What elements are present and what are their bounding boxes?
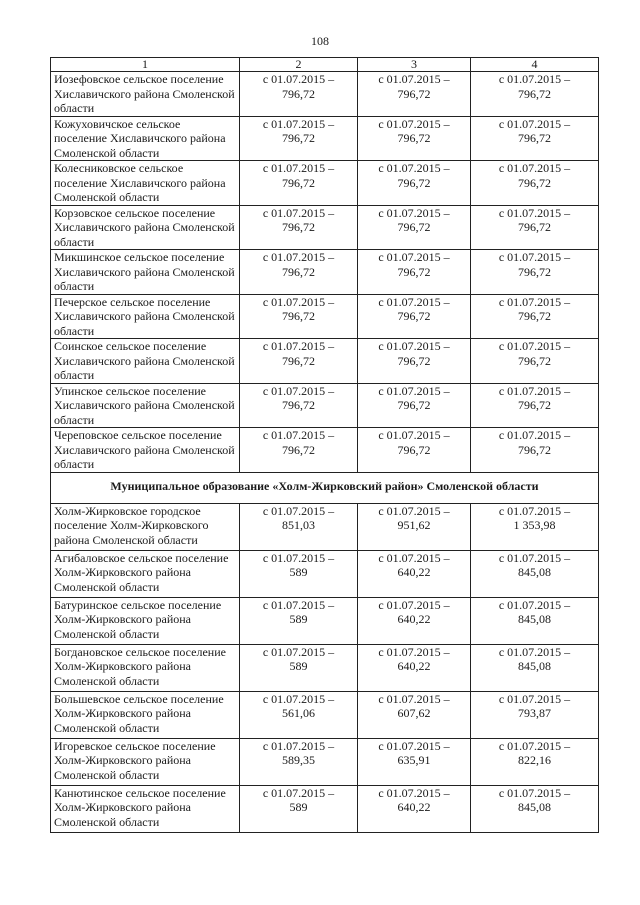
- section-row: [51, 472, 599, 503]
- rate-cell-c4: [471, 785, 599, 832]
- rate-date: с 01.07.2015 –: [262, 644, 335, 659]
- rate-value: 561,06: [282, 706, 315, 720]
- rate-date: с 01.07.2015 –: [498, 597, 571, 612]
- rate-date: с 01.07.2015 –: [378, 503, 450, 518]
- column-number-row: [51, 58, 599, 72]
- page-number: 108: [311, 34, 329, 48]
- table-row: [51, 428, 599, 473]
- table-row: [51, 250, 599, 295]
- rate-cell-c3: [358, 550, 471, 597]
- rate-value: 793,87: [518, 706, 551, 720]
- rate-date: с 01.07.2015 –: [498, 691, 571, 706]
- rate-date: с 01.07.2015 –: [378, 550, 450, 565]
- rate-date: с 01.07.2015 –: [378, 644, 450, 659]
- rate-date: с 01.07.2015 –: [262, 597, 335, 612]
- rate-cell-c4: [471, 738, 599, 785]
- table-row: [51, 72, 599, 117]
- rate-cell-c3: [358, 339, 471, 384]
- rate-cell-c3: [358, 161, 471, 206]
- rate-value: 796,72: [282, 131, 315, 145]
- rate-value: 845,08: [518, 800, 551, 814]
- column-header-2: 2: [240, 58, 358, 72]
- rate-date: с 01.07.2015 –: [498, 550, 571, 565]
- rate-cell-c3: [358, 205, 471, 250]
- table-row: [51, 161, 599, 206]
- rate-value: 796,72: [397, 86, 431, 101]
- rate-value: 640,22: [397, 565, 431, 579]
- rate-cell-c2: [240, 503, 358, 550]
- rate-cell-c2: [240, 428, 358, 473]
- rate-cell-c2: [240, 691, 358, 738]
- rate-cell-c4: [471, 250, 599, 295]
- rate-date: с 01.07.2015 –: [262, 339, 335, 353]
- rate-date: с 01.07.2015 –: [498, 294, 571, 309]
- settlement-name: Канютинское сельское поселение Холм-Жирковского района Смоленской области: [51, 785, 240, 832]
- rate-value: 640,22: [397, 612, 431, 626]
- column-header-1: 1: [51, 58, 240, 72]
- rate-value: 796,72: [518, 442, 551, 457]
- rate-value: 796,72: [518, 309, 551, 323]
- rate-value: 796,72: [518, 131, 551, 145]
- settlement-name: Агибаловское сельское поселение Холм-Жирковского района Смоленской области: [51, 550, 240, 597]
- rate-date: с 01.07.2015 –: [378, 72, 450, 86]
- rate-cell-c2: [240, 738, 358, 785]
- rate-date: с 01.07.2015 –: [378, 428, 450, 442]
- rate-value: 796,72: [282, 398, 315, 412]
- rate-date: с 01.07.2015 –: [262, 428, 335, 442]
- rate-value: 796,72: [397, 309, 431, 323]
- rate-date: с 01.07.2015 –: [262, 738, 335, 753]
- rate-value: 589: [289, 565, 308, 579]
- rate-value: 796,72: [282, 264, 315, 279]
- rate-cell-c2: [240, 205, 358, 250]
- settlement-name: Соинское сельское поселение Хиславичского района Смоленской области: [51, 339, 240, 384]
- rate-value: 822,16: [518, 753, 551, 767]
- rate-date: с 01.07.2015 –: [262, 503, 335, 518]
- rate-cell-c2: [240, 339, 358, 384]
- rate-date: с 01.07.2015 –: [262, 205, 335, 220]
- rate-value: 796,72: [397, 264, 431, 279]
- tariff-table: [50, 57, 599, 833]
- rate-value: 796,72: [282, 220, 315, 234]
- table-row: [51, 116, 599, 161]
- rate-date: с 01.07.2015 –: [378, 339, 450, 353]
- table-row: [51, 550, 599, 597]
- rate-date: с 01.07.2015 –: [498, 339, 571, 353]
- table-row: [51, 691, 599, 738]
- rate-date: с 01.07.2015 –: [262, 161, 335, 175]
- rate-cell-c3: [358, 116, 471, 161]
- rate-date: с 01.07.2015 –: [262, 785, 335, 800]
- rate-value: 796,72: [518, 220, 551, 234]
- rate-value: 796,72: [518, 353, 551, 368]
- rate-cell-c2: [240, 72, 358, 117]
- rate-cell-c4: [471, 503, 599, 550]
- rate-cell-c3: [358, 294, 471, 339]
- rate-value: 796,72: [518, 86, 551, 101]
- rate-cell-c4: [471, 550, 599, 597]
- settlement-name: Череповское сельское поселение Хиславичского района Смоленской области: [51, 428, 240, 473]
- rate-cell-c3: [358, 597, 471, 644]
- settlement-name: Печерское сельское поселение Хиславичского района Смоленской области: [51, 294, 240, 339]
- table-row: [51, 503, 599, 550]
- rate-date: с 01.07.2015 –: [262, 250, 335, 264]
- rate-cell-c2: [240, 294, 358, 339]
- rate-value: 796,72: [518, 175, 551, 190]
- table-row: [51, 205, 599, 250]
- rate-date: с 01.07.2015 –: [498, 383, 571, 398]
- rate-value: 851,03: [282, 518, 315, 532]
- table-row: [51, 738, 599, 785]
- rate-value: 796,72: [282, 309, 315, 323]
- rate-value: 796,72: [397, 398, 431, 412]
- rate-date: с 01.07.2015 –: [498, 503, 571, 518]
- rate-value: 796,72: [518, 398, 551, 412]
- rate-value: 796,72: [282, 442, 315, 457]
- rate-date: с 01.07.2015 –: [378, 597, 450, 612]
- table-row: [51, 597, 599, 644]
- settlement-name: Иозефовское сельское поселение Хиславичского района Смоленской области: [51, 72, 240, 117]
- column-header-3: 3: [358, 58, 471, 72]
- rate-date: с 01.07.2015 –: [498, 738, 571, 753]
- rate-cell-c2: [240, 597, 358, 644]
- rate-cell-c3: [358, 383, 471, 428]
- rate-date: с 01.07.2015 –: [378, 383, 450, 398]
- rate-date: с 01.07.2015 –: [262, 72, 335, 86]
- rate-value: 796,72: [397, 442, 431, 457]
- rate-date: с 01.07.2015 –: [498, 72, 571, 86]
- settlement-name: Упинское сельское поселение Хиславичского района Смоленской области: [51, 383, 240, 428]
- rate-value: 589: [289, 659, 308, 673]
- rate-date: с 01.07.2015 –: [378, 116, 450, 131]
- settlement-name: Микшинское сельское поселение Хиславичского района Смоленской области: [51, 250, 240, 295]
- settlement-name: Игоревское сельское поселение Холм-Жирковского района Смоленской области: [51, 738, 240, 785]
- settlement-name: Большевское сельское поселение Холм-Жирковского района Смоленской области: [51, 691, 240, 738]
- rate-cell-c4: [471, 644, 599, 691]
- rate-date: с 01.07.2015 –: [378, 738, 450, 753]
- settlement-name: Колесниковское сельское поселение Хиславичского района Смоленской области: [51, 161, 240, 206]
- rate-cell-c2: [240, 116, 358, 161]
- rate-date: с 01.07.2015 –: [262, 383, 335, 398]
- settlement-name: Холм-Жирковское городское поселение Холм-Жирковского района Смоленской области: [51, 503, 240, 550]
- settlement-name: Кожуховичское сельское поселение Хиславичского района Смоленской области: [51, 116, 240, 161]
- rate-cell-c4: [471, 597, 599, 644]
- rate-date: с 01.07.2015 –: [378, 205, 450, 220]
- rate-cell-c2: [240, 785, 358, 832]
- rate-date: с 01.07.2015 –: [378, 250, 450, 264]
- rate-cell-c4: [471, 294, 599, 339]
- rate-cell-c4: [471, 383, 599, 428]
- rate-value: 845,08: [518, 659, 551, 673]
- section-title: Муниципальное образование «Холм-Жирковский район» Смоленской области: [51, 472, 599, 503]
- rate-value: 640,22: [397, 659, 431, 673]
- rate-cell-c3: [358, 250, 471, 295]
- rate-value: 589,35: [282, 753, 315, 767]
- rate-value: 640,22: [397, 800, 431, 814]
- rate-value: 589: [289, 612, 308, 626]
- rate-value: 796,72: [397, 175, 431, 190]
- rate-value: 607,62: [397, 706, 431, 720]
- rate-date: с 01.07.2015 –: [378, 785, 450, 800]
- rate-cell-c2: [240, 161, 358, 206]
- rate-value: 589: [289, 800, 308, 814]
- rate-cell-c4: [471, 205, 599, 250]
- settlement-name: Корзовское сельское поселение Хиславичского района Смоленской области: [51, 205, 240, 250]
- rate-date: с 01.07.2015 –: [498, 644, 571, 659]
- rate-cell-c4: [471, 691, 599, 738]
- rate-value: 796,72: [282, 175, 315, 190]
- rate-cell-c3: [358, 785, 471, 832]
- rate-date: с 01.07.2015 –: [498, 116, 571, 131]
- rate-date: с 01.07.2015 –: [262, 550, 335, 565]
- table-row: [51, 644, 599, 691]
- rate-cell-c4: [471, 116, 599, 161]
- rate-cell-c4: [471, 161, 599, 206]
- rate-date: с 01.07.2015 –: [498, 785, 571, 800]
- rate-value: 845,08: [518, 612, 551, 626]
- rate-date: с 01.07.2015 –: [498, 428, 571, 442]
- rate-value: 796,72: [282, 353, 315, 368]
- table-row: [51, 339, 599, 384]
- rate-date: с 01.07.2015 –: [262, 691, 335, 706]
- rate-cell-c4: [471, 72, 599, 117]
- rate-cell-c3: [358, 691, 471, 738]
- rate-date: с 01.07.2015 –: [378, 691, 450, 706]
- column-header-4: 4: [471, 58, 599, 72]
- rate-cell-c2: [240, 550, 358, 597]
- rate-cell-c3: [358, 738, 471, 785]
- rate-value: 796,72: [397, 220, 431, 234]
- rate-value: 796,72: [282, 86, 315, 101]
- rate-cell-c2: [240, 644, 358, 691]
- rate-value: 796,72: [397, 131, 431, 145]
- rate-value: 951,62: [397, 518, 431, 532]
- rate-date: с 01.07.2015 –: [262, 116, 335, 131]
- settlement-name: Батуринское сельское поселение Холм-Жирковского района Смоленской области: [51, 597, 240, 644]
- rate-cell-c2: [240, 250, 358, 295]
- rate-date: с 01.07.2015 –: [378, 294, 450, 309]
- table-row: [51, 785, 599, 832]
- rate-cell-c3: [358, 72, 471, 117]
- rate-value: 796,72: [397, 353, 431, 368]
- rate-cell-c3: [358, 644, 471, 691]
- rate-cell-c4: [471, 339, 599, 384]
- rate-value: 635,91: [397, 753, 431, 767]
- rate-date: с 01.07.2015 –: [498, 205, 571, 220]
- rate-value: 1 353,98: [513, 518, 556, 532]
- rate-date: с 01.07.2015 –: [262, 294, 335, 309]
- table-row: [51, 383, 599, 428]
- rate-date: с 01.07.2015 –: [498, 250, 571, 264]
- rate-cell-c2: [240, 383, 358, 428]
- rate-value: 796,72: [518, 264, 551, 279]
- settlement-name: Богдановское сельское поселение Холм-Жирковского района Смоленской области: [51, 644, 240, 691]
- rate-date: с 01.07.2015 –: [378, 161, 450, 175]
- rate-value: 845,08: [518, 565, 551, 579]
- rate-cell-c4: [471, 428, 599, 473]
- rate-date: с 01.07.2015 –: [498, 161, 571, 175]
- table-row: [51, 294, 599, 339]
- rate-cell-c3: [358, 428, 471, 473]
- rate-cell-c3: [358, 503, 471, 550]
